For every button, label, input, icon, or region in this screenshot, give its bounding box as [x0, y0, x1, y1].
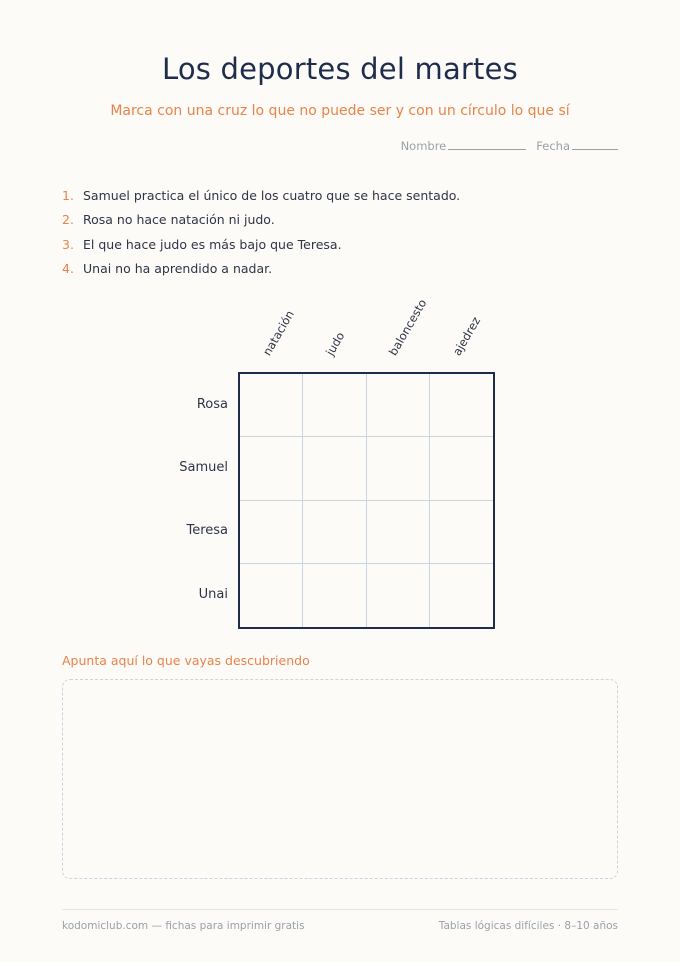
clue-text: Rosa no hace natación ni judo. — [83, 212, 275, 228]
grid-cell[interactable] — [367, 564, 430, 627]
grid-cell[interactable] — [303, 437, 366, 500]
column-header-judo: judo — [322, 329, 348, 358]
clue-text: Samuel practica el único de los cuatro que se hace sentado. — [83, 188, 461, 203]
name-field[interactable] — [401, 139, 527, 153]
clue-number: 2. — [62, 212, 74, 228]
clue-number: 1. — [62, 188, 74, 203]
grid-cell[interactable] — [367, 437, 430, 500]
clue-text: Unai no ha aprendido a nadar. — [83, 260, 273, 276]
grid-cell[interactable] — [367, 374, 430, 437]
clue-item — [62, 261, 460, 285]
grid-cell[interactable] — [430, 564, 493, 627]
grid-cell[interactable] — [430, 437, 493, 500]
row-header-rosa: Rosa — [196, 397, 228, 412]
notes-label: Apunta aquí lo que vayas descubriendo — [62, 653, 310, 668]
grid-cell[interactable] — [240, 501, 303, 564]
grid-cell[interactable] — [303, 564, 366, 627]
name-label: Nombre — [400, 139, 447, 153]
row-header-samuel: Samuel — [179, 460, 228, 475]
clue-item — [62, 237, 460, 261]
page-title: Los deportes del martes — [162, 52, 518, 86]
clue-number: 4. — [62, 260, 74, 276]
clues-list — [62, 188, 460, 285]
grid-cell[interactable] — [240, 374, 303, 437]
grid-cell[interactable] — [303, 374, 366, 437]
clue-item — [62, 212, 460, 236]
name-date-fields — [401, 139, 618, 153]
footer-divider — [62, 909, 618, 910]
name-blank-line — [448, 148, 526, 150]
grid-cell[interactable] — [367, 501, 430, 564]
notes-box[interactable] — [62, 679, 618, 879]
instructions-subtitle: Marca con una cruz lo que no puede ser y con un círculo lo que sí — [110, 103, 570, 119]
date-field[interactable] — [536, 139, 618, 153]
footer-site-text: kodomiclub.com — fichas para imprimir gratis — [62, 920, 305, 932]
date-blank-line — [572, 148, 618, 150]
clue-item — [62, 188, 460, 212]
logic-grid — [238, 372, 495, 629]
grid-cell[interactable] — [430, 374, 493, 437]
clue-number: 3. — [62, 236, 74, 252]
column-header-ajedrez: ajedrez — [449, 314, 484, 358]
grid-cell[interactable] — [430, 501, 493, 564]
footer-series-text: Tablas lógicas difíciles · 8–10 años — [438, 920, 618, 932]
grid-cell[interactable] — [240, 564, 303, 627]
grid-cell[interactable] — [240, 437, 303, 500]
clue-text: El que hace judo es más bajo que Teresa. — [83, 236, 342, 252]
date-label: Fecha — [536, 139, 570, 153]
column-header-baloncesto: baloncesto — [385, 296, 430, 358]
row-header-unai: Unai — [198, 587, 228, 602]
column-header-natacion: natación — [259, 307, 297, 358]
grid-cell[interactable] — [303, 501, 366, 564]
row-header-teresa: Teresa — [186, 523, 228, 538]
